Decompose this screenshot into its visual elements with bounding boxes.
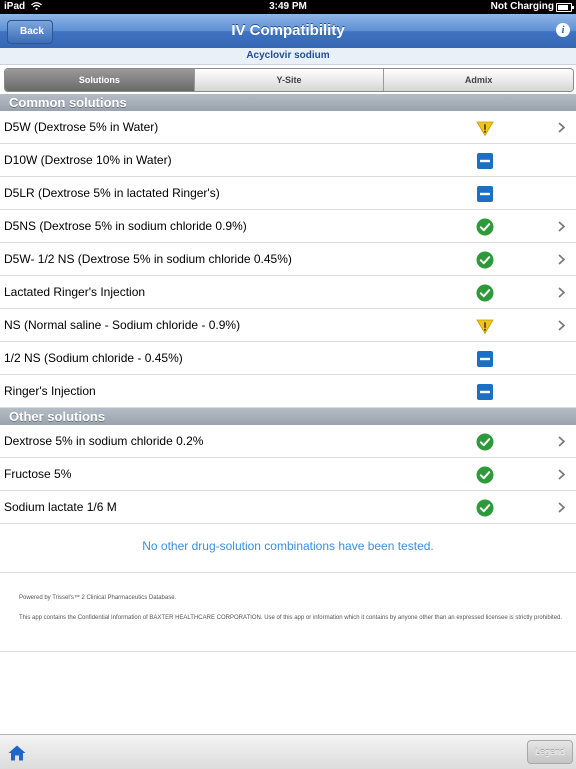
solution-label: D5LR (Dextrose 5% in lactated Ringer's) bbox=[4, 186, 220, 200]
list-item[interactable] bbox=[0, 458, 576, 491]
chevron-right-icon bbox=[558, 502, 565, 513]
chevron-right-icon bbox=[558, 320, 565, 331]
footer-divider bbox=[0, 651, 576, 652]
compatible-check-icon bbox=[476, 284, 494, 302]
tab-bar bbox=[4, 68, 574, 92]
caution-warning-icon bbox=[476, 119, 494, 137]
confidential-notice: This app contains the Confidential Information of BAXTER HEALTHCARE CORPORATION. Use of this app or information which it contains by anyone other than an expressed licensee is strictly prohibited. bbox=[19, 615, 563, 621]
chevron-right-icon bbox=[558, 254, 565, 265]
back-button[interactable]: Back bbox=[7, 20, 53, 44]
solution-label: 1/2 NS (Sodium chloride - 0.45%) bbox=[4, 351, 183, 365]
solution-label: Fructose 5% bbox=[4, 467, 72, 481]
tab-y-site[interactable]: Y-Site bbox=[195, 69, 385, 91]
list-item bbox=[0, 144, 576, 177]
solution-label: Ringer's Injection bbox=[4, 384, 96, 398]
chevron-right-icon bbox=[558, 221, 565, 232]
battery-icon bbox=[556, 3, 572, 12]
not-tested-minus-icon bbox=[476, 383, 494, 401]
navigation-bar bbox=[0, 14, 576, 49]
tab-admix[interactable]: Admix bbox=[384, 69, 573, 91]
legend-button[interactable]: Legend bbox=[527, 740, 573, 764]
caution-warning-icon bbox=[476, 317, 494, 335]
list-item bbox=[0, 342, 576, 375]
compatible-check-icon bbox=[476, 218, 494, 236]
compatible-check-icon bbox=[476, 466, 494, 484]
not-tested-minus-icon bbox=[476, 350, 494, 368]
section-header-other: Other solutions bbox=[0, 408, 576, 425]
compatible-check-icon bbox=[476, 433, 494, 451]
solution-label: Dextrose 5% in sodium chloride 0.2% bbox=[4, 434, 204, 448]
chevron-right-icon bbox=[558, 287, 565, 298]
chevron-right-icon bbox=[558, 436, 565, 447]
footer-divider bbox=[0, 572, 576, 573]
info-icon[interactable]: i bbox=[556, 23, 570, 37]
powered-by-text: Powered by Trissel's™ 2 Clinical Pharmaceutics Database. bbox=[19, 595, 177, 601]
list-item[interactable] bbox=[0, 309, 576, 342]
list-item[interactable] bbox=[0, 111, 576, 144]
solution-label: D5W (Dextrose 5% in Water) bbox=[4, 120, 159, 134]
section-header-common: Common solutions bbox=[0, 94, 576, 111]
list-item[interactable] bbox=[0, 210, 576, 243]
device-label: iPad bbox=[4, 1, 26, 12]
tab-solutions[interactable]: Solutions bbox=[5, 69, 195, 91]
status-charging: Not Charging bbox=[490, 1, 554, 12]
status-bar bbox=[0, 0, 576, 14]
compatible-check-icon bbox=[476, 251, 494, 269]
list-item bbox=[0, 177, 576, 210]
drug-name: Acyclovir sodium bbox=[0, 48, 576, 65]
not-tested-minus-icon bbox=[476, 152, 494, 170]
chevron-right-icon bbox=[558, 122, 565, 133]
bottom-toolbar bbox=[0, 734, 576, 769]
list-item[interactable] bbox=[0, 491, 576, 524]
solution-label: D5W- 1/2 NS (Dextrose 5% in sodium chloride 0.45%) bbox=[4, 252, 292, 266]
list-item bbox=[0, 375, 576, 408]
page-title: IV Compatibility bbox=[231, 22, 345, 39]
status-time: 3:49 PM bbox=[269, 1, 307, 12]
solution-label: Sodium lactate 1/6 M bbox=[4, 500, 117, 514]
list-item[interactable] bbox=[0, 243, 576, 276]
compatible-check-icon bbox=[476, 499, 494, 517]
home-icon[interactable] bbox=[8, 745, 26, 761]
solution-label: D5NS (Dextrose 5% in sodium chloride 0.9%) bbox=[4, 219, 247, 233]
solution-label: NS (Normal saline - Sodium chloride - 0.9%) bbox=[4, 318, 241, 332]
list-item[interactable] bbox=[0, 276, 576, 309]
not-tested-minus-icon bbox=[476, 185, 494, 203]
chevron-right-icon bbox=[558, 469, 565, 480]
list-item[interactable] bbox=[0, 425, 576, 458]
solution-label: Lactated Ringer's Injection bbox=[4, 285, 146, 299]
solution-label: D10W (Dextrose 10% in Water) bbox=[4, 153, 172, 167]
empty-message: No other drug-solution combinations have been tested. bbox=[142, 539, 434, 553]
